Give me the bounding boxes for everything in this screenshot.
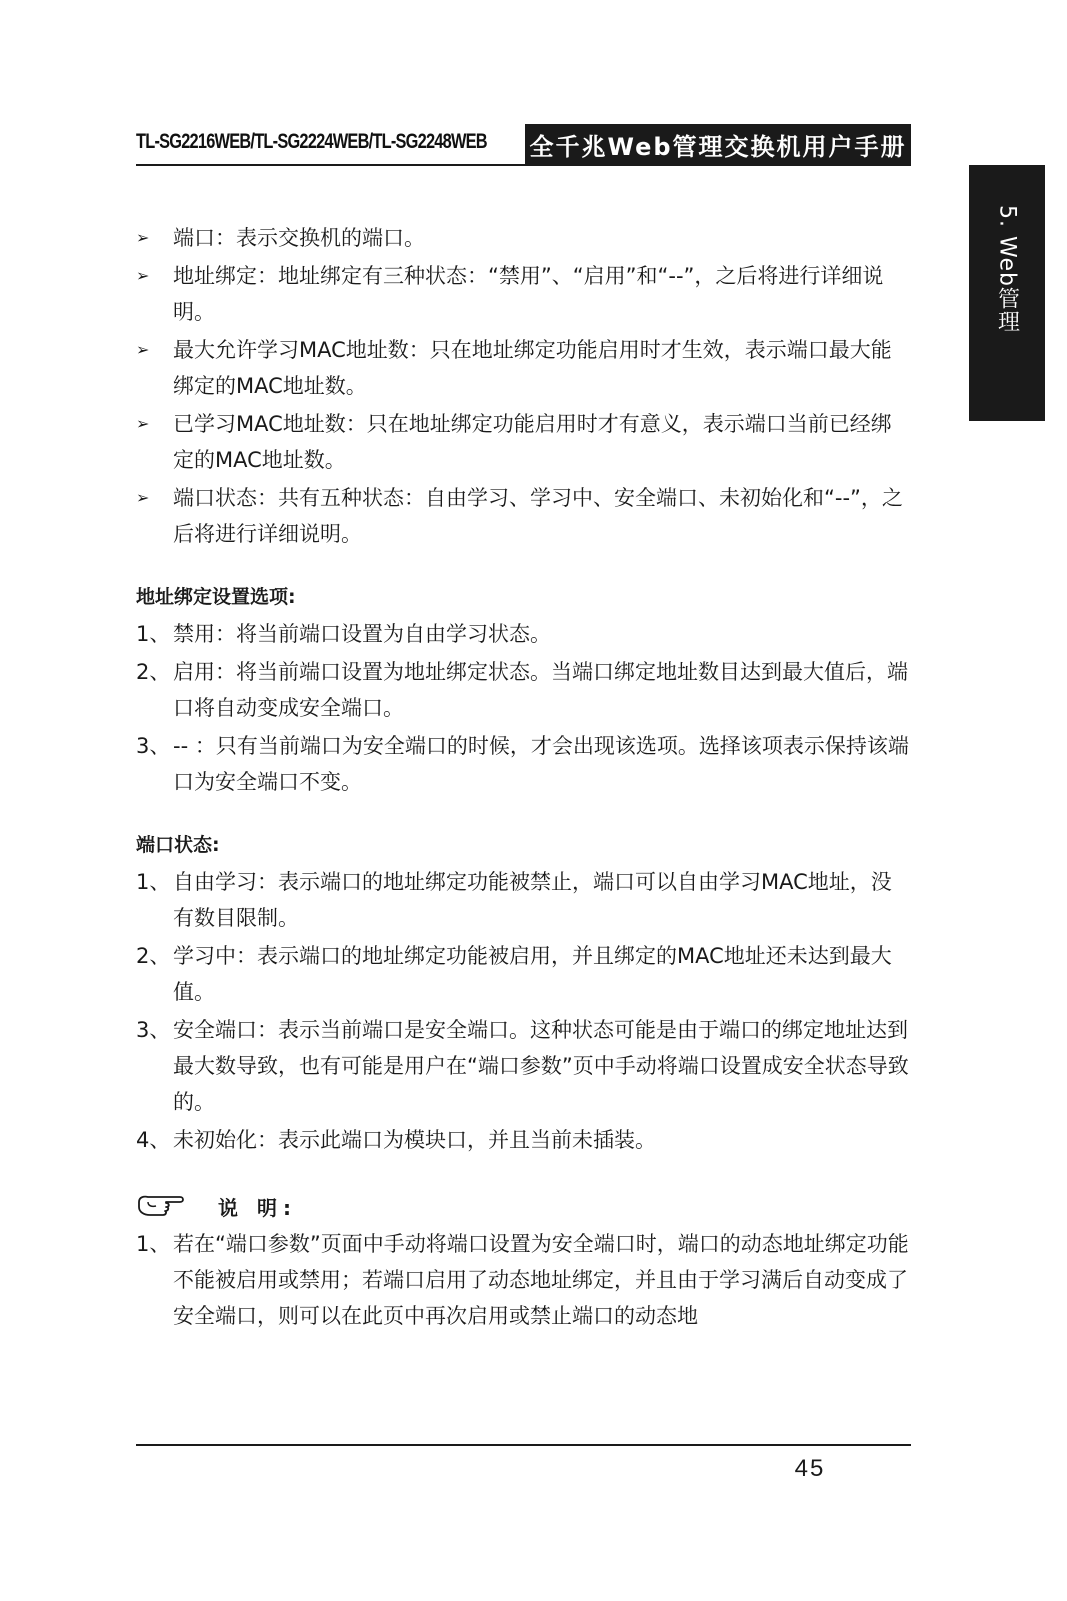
arrow-bullet-icon: ➢ bbox=[136, 228, 150, 247]
list-item bbox=[136, 1012, 911, 1120]
list-item-text: 安全端口：表示当前端口是安全端口。这种状态可能是由于端口的绑定地址达到最大数导致，也有可能是用户在“端口参数”页中手动将端口设置成安全状态导致的。 bbox=[173, 1018, 909, 1114]
list-item bbox=[136, 864, 911, 936]
binding-options-heading: 地址绑定设置选项: bbox=[136, 586, 296, 608]
model-numbers: TL-SG2216WEB/TL-SG2224WEB/TL-SG2248WEB bbox=[136, 130, 487, 153]
list-item bbox=[136, 258, 911, 330]
list-item-text: 若在“端口参数”页面中手动将端口设置为安全端口时，端口的动态地址绑定功能不能被启用或禁用；若端口启用了动态地址绑定，并且由于学习满后自动变成了安全端口，则可以在此页中再次启用或禁止端口的动态地 bbox=[173, 1232, 909, 1328]
arrow-bullet-icon: ➢ bbox=[136, 340, 150, 359]
chapter-tab-label: 5. Web管理 bbox=[994, 205, 1020, 333]
list-item-text: 最大允许学习MAC地址数：只在地址绑定功能启用时才生效，表示端口最大能绑定的MAC地址数。 bbox=[173, 338, 892, 398]
binding-options-list bbox=[136, 616, 911, 800]
arrow-bullet-icon: ➢ bbox=[136, 414, 150, 433]
item-number: 1、 bbox=[136, 622, 171, 646]
list-item-text: 自由学习：表示端口的地址绑定功能被禁止，端口可以自由学习MAC地址，没有数目限制。 bbox=[173, 870, 892, 930]
page-header bbox=[136, 124, 911, 164]
list-item bbox=[136, 654, 911, 726]
list-item-text: 未初始化：表示此端口为模块口，并且当前未插装。 bbox=[173, 1128, 656, 1152]
list-item bbox=[136, 1122, 911, 1158]
arrow-bullet-icon: ➢ bbox=[136, 488, 150, 507]
list-item-text: 端口状态：共有五种状态：自由学习、学习中、安全端口、未初始化和“--”，之后将进行详细说明。 bbox=[173, 486, 903, 546]
list-item-text: 学习中：表示端口的地址绑定功能被启用，并且绑定的MAC地址还未达到最大值。 bbox=[173, 944, 892, 1004]
arrow-bullet-icon: ➢ bbox=[136, 266, 150, 285]
field-description-list bbox=[136, 220, 911, 552]
manual-title: 全千兆Web管理交换机用户手册 bbox=[525, 124, 911, 164]
list-item bbox=[136, 220, 911, 256]
list-item-text: 启用：将当前端口设置为地址绑定状态。当端口绑定地址数目达到最大值后，端口将自动变成安全端口。 bbox=[173, 660, 908, 720]
list-item bbox=[136, 728, 911, 800]
item-number: 2、 bbox=[136, 944, 171, 968]
pointing-hand-icon bbox=[136, 1192, 188, 1220]
list-item-text: 禁用：将当前端口设置为自由学习状态。 bbox=[173, 622, 551, 646]
page-content bbox=[136, 220, 911, 1336]
page-number: 45 bbox=[794, 1455, 826, 1482]
list-item bbox=[136, 938, 911, 1010]
header-divider bbox=[136, 164, 911, 166]
port-status-heading: 端口状态: bbox=[136, 834, 220, 856]
note-list bbox=[136, 1226, 911, 1334]
list-item-text: 端口：表示交换机的端口。 bbox=[173, 226, 425, 250]
note-heading bbox=[136, 1188, 911, 1224]
note-title: 说 明: bbox=[218, 1195, 297, 1220]
item-number: 1、 bbox=[136, 870, 171, 894]
item-number: 4、 bbox=[136, 1128, 171, 1152]
item-number: 2、 bbox=[136, 660, 171, 684]
list-item bbox=[136, 332, 911, 404]
list-item-text: -- ：只有当前端口为安全端口的时候，才会出现该选项。选择该项表示保持该端口为安全端口不变。 bbox=[173, 734, 909, 794]
list-item-text: 已学习MAC地址数：只在地址绑定功能启用时才有意义，表示端口当前已经绑定的MAC地址数。 bbox=[173, 412, 892, 472]
port-status-list bbox=[136, 864, 911, 1158]
list-item-text: 地址绑定：地址绑定有三种状态：“禁用”、“启用”和“--”，之后将进行详细说明。 bbox=[173, 264, 884, 324]
chapter-tab bbox=[969, 165, 1045, 421]
item-number: 1、 bbox=[136, 1232, 171, 1256]
footer-divider bbox=[136, 1444, 911, 1446]
item-number: 3、 bbox=[136, 734, 171, 758]
list-item bbox=[136, 406, 911, 478]
list-item bbox=[136, 1226, 911, 1334]
list-item bbox=[136, 616, 911, 652]
list-item bbox=[136, 480, 911, 552]
item-number: 3、 bbox=[136, 1018, 171, 1042]
